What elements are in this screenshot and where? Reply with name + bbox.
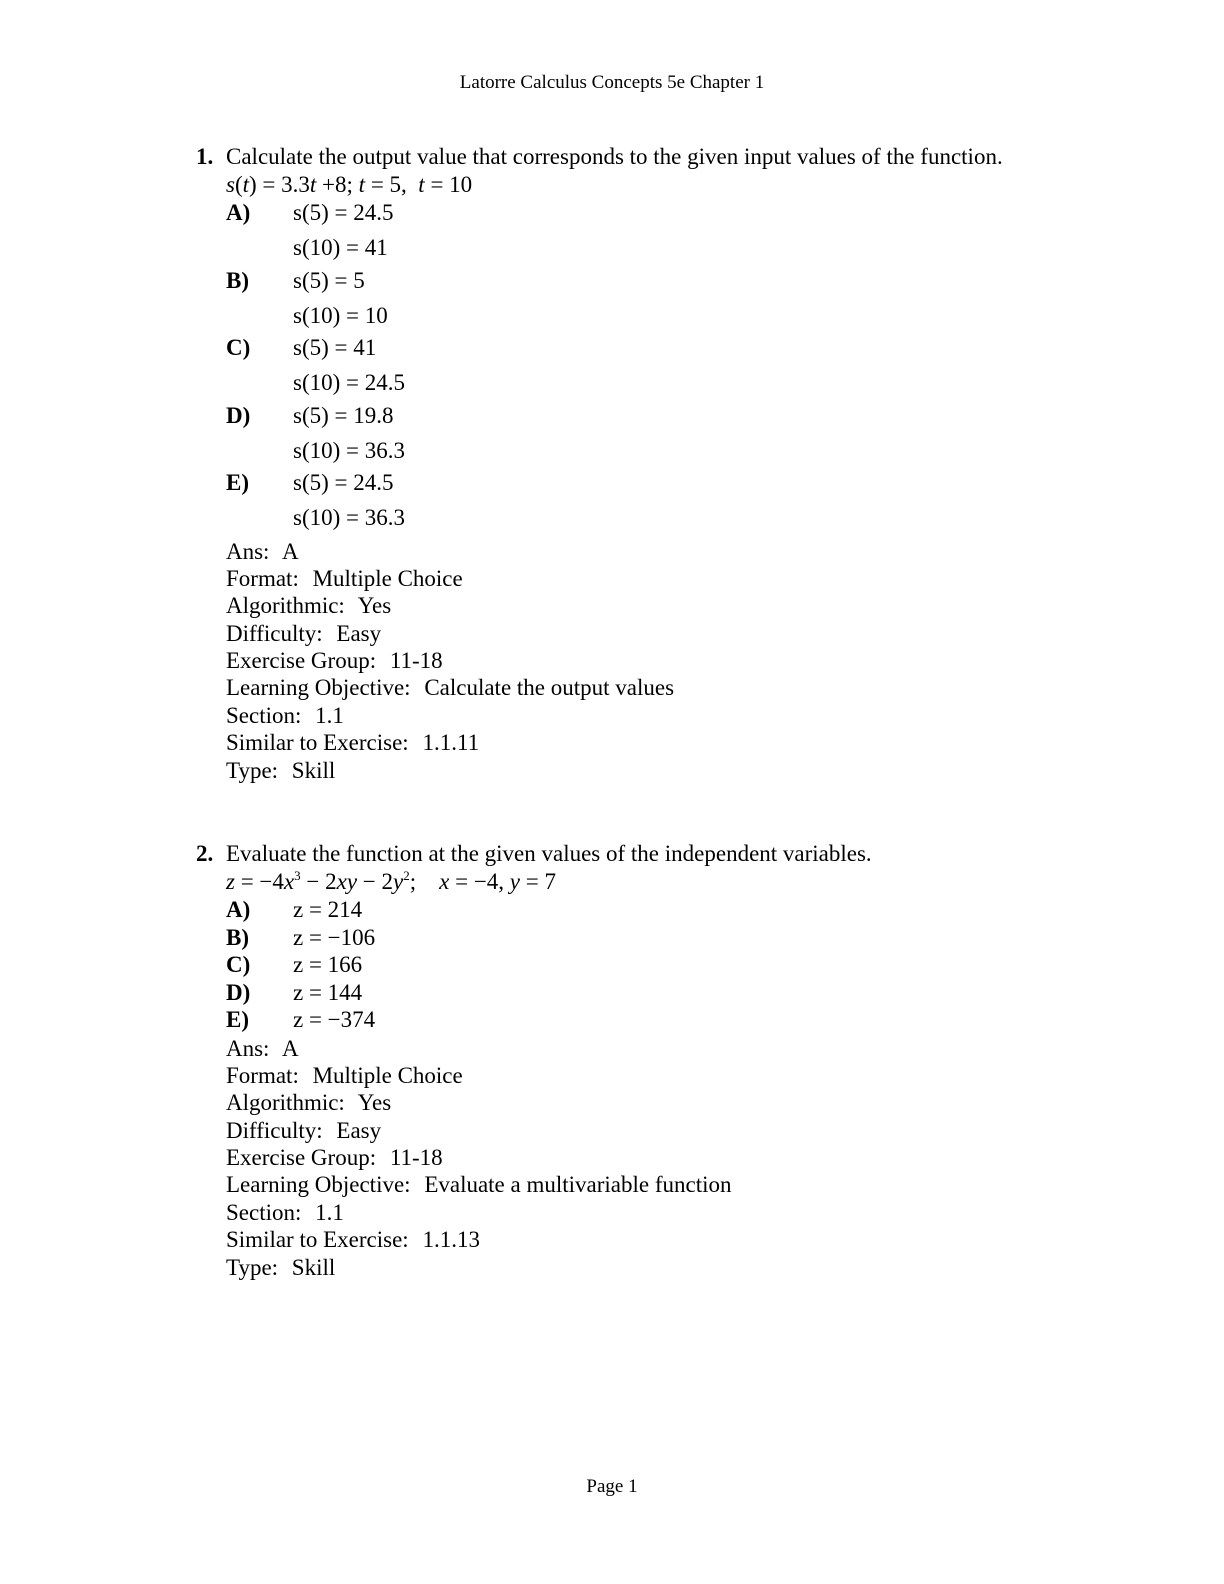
meta-label: Algorithmic: (226, 593, 345, 619)
meta-value: A (281, 1035, 299, 1061)
choice-a (226, 200, 1076, 268)
page-header: Latorre Calculus Concepts 5e Chapter 1 (459, 72, 765, 93)
meta-label: Section: (226, 1199, 302, 1225)
question-number: 1. (196, 144, 214, 169)
choice-c (226, 335, 1076, 403)
choice-value: z = 214 (293, 897, 363, 922)
meta-label: Learning Objective: (226, 675, 411, 701)
meta-value: 1.1 (315, 702, 344, 728)
question-2 (196, 841, 1076, 1281)
choice-value: s(5) = 24.5 (293, 200, 394, 225)
meta-value: 1.1.13 (422, 1227, 480, 1253)
meta-value: 1.1 (315, 1199, 344, 1225)
meta-value: Multiple Choice (312, 565, 463, 591)
meta-value: Yes (357, 593, 392, 619)
meta-value: Evaluate a multivariable function (424, 1172, 732, 1198)
choice-value: z = 166 (293, 952, 363, 977)
meta-label: Difficulty: (226, 1117, 323, 1143)
meta-label: Ans: (226, 1035, 270, 1061)
meta-algorithmic (226, 1089, 1076, 1116)
choice-value: s(10) = 10 (293, 302, 388, 328)
question-function: $z = -4x^3 - 2xy - 2y^2$; x = −4, y = 7 (226, 868, 556, 894)
meta-format (226, 1062, 1076, 1089)
choice-value: s(10) = 36.3 (293, 437, 405, 463)
question-1 (196, 144, 1076, 784)
meta-similar-exercise (226, 729, 1076, 756)
meta-value: 11-18 (389, 1145, 443, 1171)
choice-d (226, 980, 1076, 1008)
meta-label: Format: (226, 1062, 299, 1088)
page-footer: Page 1 (586, 1476, 638, 1497)
choice-letter: B) (226, 924, 249, 950)
choice-d (226, 403, 1076, 471)
meta-type (226, 1254, 1076, 1281)
meta-value: Yes (357, 1090, 392, 1116)
meta-value: Multiple Choice (312, 1062, 463, 1088)
meta-label: Learning Objective: (226, 1172, 411, 1198)
meta-value: Skill (291, 757, 336, 783)
meta-learning-objective (226, 1171, 1076, 1198)
question-metadata (226, 1035, 1076, 1282)
meta-algorithmic (226, 592, 1076, 619)
meta-value: 11-18 (389, 648, 443, 674)
meta-difficulty (226, 620, 1076, 647)
choice-value: s(10) = 36.3 (293, 505, 405, 530)
choice-value: s(10) = 41 (293, 235, 388, 260)
choice-letter: B) (226, 267, 249, 293)
choice-letter: C) (226, 952, 251, 977)
meta-value: A (281, 538, 299, 564)
choice-value: s(5) = 24.5 (293, 470, 394, 495)
meta-value: Easy (336, 620, 382, 646)
meta-value: Skill (291, 1254, 336, 1280)
meta-answer (226, 1035, 1076, 1062)
meta-value: Calculate the output values (424, 675, 675, 701)
meta-label: Section: (226, 702, 302, 728)
meta-format (226, 565, 1076, 592)
question-function: s(t) = 3.3t +8; t = 5, t = 10 (226, 172, 473, 197)
meta-value: Easy (336, 1117, 382, 1143)
meta-label: Similar to Exercise: (226, 1227, 409, 1253)
meta-type (226, 757, 1076, 784)
question-prompt (196, 144, 1076, 170)
meta-label: Exercise Group: (226, 1145, 377, 1171)
meta-label: Difficulty: (226, 620, 323, 646)
choice-e (226, 1007, 1076, 1035)
choice-c (226, 952, 1076, 980)
choice-value: z = −374 (293, 1007, 376, 1032)
choice-value: z = −106 (293, 924, 376, 950)
question-prompt (196, 841, 1076, 867)
choice-letter: E) (226, 1007, 249, 1032)
meta-label: Algorithmic: (226, 1090, 345, 1116)
choice-letter: A) (226, 897, 251, 922)
choice-value: s(5) = 41 (293, 335, 377, 360)
question-text: Evaluate the function at the given values of the independent variables. (226, 841, 872, 866)
meta-label: Type: (226, 757, 279, 783)
choice-b (226, 925, 1076, 953)
choice-letter: A) (226, 200, 251, 225)
meta-label: Exercise Group: (226, 648, 377, 674)
question-text: Calculate the output value that corresponds to the given input values of the function. (226, 144, 1003, 169)
choice-value: z = 144 (293, 979, 363, 1005)
question-number: 2. (196, 841, 214, 866)
meta-label: Type: (226, 1254, 279, 1280)
choice-value: s(5) = 19.8 (293, 402, 394, 428)
meta-difficulty (226, 1117, 1076, 1144)
choice-b (226, 268, 1076, 336)
choice-letter: D) (226, 402, 251, 428)
meta-value: 1.1.11 (422, 730, 480, 756)
meta-learning-objective (226, 674, 1076, 701)
meta-label: Similar to Exercise: (226, 730, 409, 756)
meta-section (226, 1199, 1076, 1226)
meta-section (226, 702, 1076, 729)
choice-a (226, 897, 1076, 925)
meta-label: Ans: (226, 538, 270, 564)
meta-exercise-group (226, 1144, 1076, 1171)
choice-letter: D) (226, 979, 251, 1005)
meta-answer (226, 538, 1076, 565)
choice-value: s(10) = 24.5 (293, 370, 405, 395)
choice-e (226, 470, 1076, 538)
question-metadata (226, 538, 1076, 785)
meta-exercise-group (226, 647, 1076, 674)
meta-similar-exercise (226, 1226, 1076, 1253)
meta-label: Format: (226, 565, 299, 591)
choice-value: s(5) = 5 (293, 267, 365, 293)
choice-letter: C) (226, 335, 251, 360)
choice-letter: E) (226, 470, 249, 495)
